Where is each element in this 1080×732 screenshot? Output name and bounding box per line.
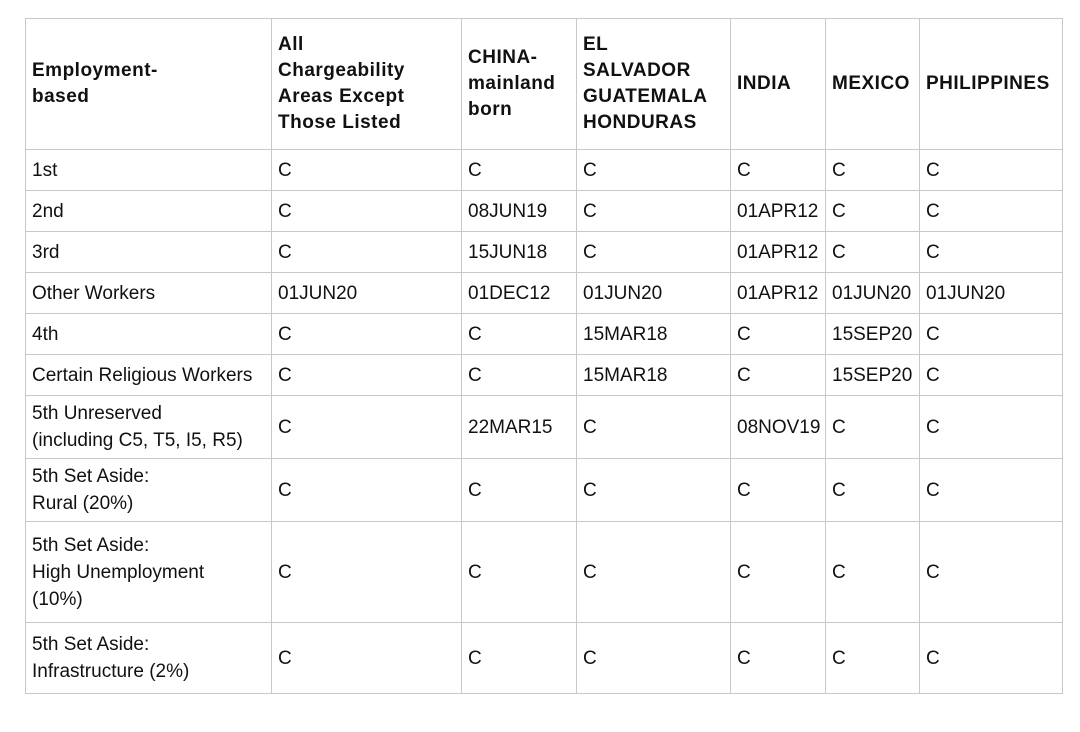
header-el-salvador-guatemala-honduras: EL SALVADOR GUATEMALA HONDURAS: [577, 19, 731, 150]
cell-category: [26, 623, 272, 694]
header-all-chargeability: All Chargeability Areas Except Those Listed: [272, 19, 462, 150]
cell-text: 01JUN20: [832, 282, 912, 304]
cell-text: C: [468, 159, 482, 181]
cell-text: C: [832, 561, 846, 583]
cell-text: Certain Religious Workers: [32, 364, 253, 386]
cell-category: [26, 522, 272, 623]
cell-text: C: [737, 479, 751, 501]
header-row: [26, 19, 1063, 150]
cell-text: 01APR12: [737, 200, 819, 222]
cell-text: C: [832, 200, 846, 222]
cell-text: 01JUN20: [583, 282, 663, 304]
header-india: INDIA: [731, 19, 826, 150]
cell-text: 01APR12: [737, 241, 819, 263]
cell-text: 4th: [32, 323, 59, 345]
cell-mexico: [826, 459, 920, 522]
cell-text: C: [278, 479, 292, 501]
cell-philippines: [920, 396, 1063, 459]
cell-all-chargeability: [272, 273, 462, 314]
table-row: [26, 273, 1063, 314]
cell-text: 22MAR15: [468, 416, 553, 438]
cell-india: [731, 396, 826, 459]
cell-text: C: [926, 561, 940, 583]
cell-text: C: [737, 159, 751, 181]
cell-text: C: [468, 364, 482, 386]
cell-all-chargeability: [272, 355, 462, 396]
cell-el-salvador-guatemala-honduras: [577, 355, 731, 396]
cell-china: [462, 273, 577, 314]
cell-philippines: [920, 522, 1063, 623]
cell-china: [462, 314, 577, 355]
cell-mexico: [826, 396, 920, 459]
cell-text: C: [832, 159, 846, 181]
cell-text: C: [926, 364, 940, 386]
cell-text: C: [737, 647, 751, 669]
cell-text: C: [832, 479, 846, 501]
cell-text: C: [278, 561, 292, 583]
cell-mexico: [826, 273, 920, 314]
cell-mexico: [826, 355, 920, 396]
cell-india: [731, 314, 826, 355]
table-row: [26, 191, 1063, 232]
cell-text: C: [468, 479, 482, 501]
table-row: [26, 150, 1063, 191]
cell-china: [462, 623, 577, 694]
cell-text: C: [278, 416, 292, 438]
cell-text: C: [926, 323, 940, 345]
table-row: [26, 355, 1063, 396]
cell-all-chargeability: [272, 150, 462, 191]
cell-text: C: [278, 323, 292, 345]
cell-category: [26, 314, 272, 355]
cell-text: 5th Unreserved (including C5, T5, I5, R5): [32, 403, 243, 451]
cell-philippines: [920, 623, 1063, 694]
cell-text: C: [737, 561, 751, 583]
cell-text: C: [583, 416, 597, 438]
cell-text: C: [278, 159, 292, 181]
cell-text: C: [737, 364, 751, 386]
cell-mexico: [826, 522, 920, 623]
cell-text: C: [583, 479, 597, 501]
cell-text: C: [737, 323, 751, 345]
cell-text: 5th Set Aside: Rural (20%): [32, 466, 150, 514]
cell-text: C: [926, 479, 940, 501]
cell-text: 01APR12: [737, 282, 819, 304]
cell-el-salvador-guatemala-honduras: [577, 522, 731, 623]
cell-text: 01DEC12: [468, 282, 551, 304]
cell-india: [731, 232, 826, 273]
cell-all-chargeability: [272, 459, 462, 522]
cell-category: [26, 273, 272, 314]
cell-el-salvador-guatemala-honduras: [577, 396, 731, 459]
cell-category: [26, 191, 272, 232]
cell-india: [731, 355, 826, 396]
cell-india: [731, 522, 826, 623]
cell-text: C: [832, 647, 846, 669]
cell-category: [26, 355, 272, 396]
cell-india: [731, 191, 826, 232]
cell-philippines: [920, 273, 1063, 314]
cell-category: [26, 150, 272, 191]
cell-el-salvador-guatemala-honduras: [577, 232, 731, 273]
cell-text: C: [278, 647, 292, 669]
cell-text: C: [926, 200, 940, 222]
cell-mexico: [826, 191, 920, 232]
cell-text: C: [832, 416, 846, 438]
header-philippines: PHILIPPINES: [920, 19, 1063, 150]
cell-china: [462, 396, 577, 459]
cell-philippines: [920, 459, 1063, 522]
visa-bulletin-table: [25, 18, 1063, 694]
cell-text: 15MAR18: [583, 364, 668, 386]
cell-india: [731, 459, 826, 522]
cell-mexico: [826, 623, 920, 694]
cell-el-salvador-guatemala-honduras: [577, 150, 731, 191]
cell-el-salvador-guatemala-honduras: [577, 459, 731, 522]
cell-all-chargeability: [272, 623, 462, 694]
cell-all-chargeability: [272, 522, 462, 623]
cell-all-chargeability: [272, 314, 462, 355]
cell-china: [462, 355, 577, 396]
cell-china: [462, 459, 577, 522]
table-row: [26, 522, 1063, 623]
cell-text: C: [832, 241, 846, 263]
cell-text: 15JUN18: [468, 241, 548, 263]
cell-text: C: [583, 241, 597, 263]
cell-text: 15MAR18: [583, 323, 668, 345]
cell-china: [462, 232, 577, 273]
cell-india: [731, 273, 826, 314]
cell-text: 15SEP20: [832, 323, 913, 345]
cell-text: 08JUN19: [468, 200, 548, 222]
cell-text: 1st: [32, 159, 58, 181]
cell-text: C: [926, 159, 940, 181]
table-row: [26, 314, 1063, 355]
cell-text: C: [468, 647, 482, 669]
cell-text: 01JUN20: [278, 282, 358, 304]
cell-el-salvador-guatemala-honduras: [577, 191, 731, 232]
cell-all-chargeability: [272, 191, 462, 232]
cell-text: 01JUN20: [926, 282, 1006, 304]
cell-text: C: [468, 323, 482, 345]
cell-text: C: [926, 647, 940, 669]
cell-text: C: [926, 241, 940, 263]
cell-text: 3rd: [32, 241, 60, 263]
cell-mexico: [826, 150, 920, 191]
cell-china: [462, 150, 577, 191]
cell-philippines: [920, 150, 1063, 191]
cell-text: Other Workers: [32, 282, 156, 304]
cell-text: C: [583, 200, 597, 222]
cell-text: 5th Set Aside: High Unemployment (10%): [32, 534, 205, 610]
cell-china: [462, 191, 577, 232]
cell-all-chargeability: [272, 232, 462, 273]
cell-philippines: [920, 232, 1063, 273]
table-row: [26, 232, 1063, 273]
cell-text: C: [278, 200, 292, 222]
cell-india: [731, 150, 826, 191]
cell-text: 2nd: [32, 200, 64, 222]
header-mexico: MEXICO: [826, 19, 920, 150]
cell-text: C: [583, 647, 597, 669]
cell-mexico: [826, 232, 920, 273]
cell-philippines: [920, 314, 1063, 355]
cell-all-chargeability: [272, 396, 462, 459]
table-body: [26, 150, 1063, 694]
header-employment-based: Employment- based: [26, 19, 272, 150]
cell-text: 5th Set Aside: Infrastructure (2%): [32, 634, 190, 682]
cell-text: C: [278, 364, 292, 386]
cell-el-salvador-guatemala-honduras: [577, 314, 731, 355]
cell-philippines: [920, 191, 1063, 232]
cell-category: [26, 459, 272, 522]
cell-category: [26, 396, 272, 459]
cell-el-salvador-guatemala-honduras: [577, 623, 731, 694]
cell-text: C: [278, 241, 292, 263]
cell-text: C: [926, 416, 940, 438]
cell-mexico: [826, 314, 920, 355]
table-row: [26, 396, 1063, 459]
header-china: CHINA- mainland born: [462, 19, 577, 150]
cell-text: 15SEP20: [832, 364, 913, 386]
cell-india: [731, 623, 826, 694]
cell-china: [462, 522, 577, 623]
table-row: [26, 459, 1063, 522]
cell-text: C: [583, 561, 597, 583]
cell-text: C: [583, 159, 597, 181]
cell-text: 08NOV19: [737, 416, 821, 438]
cell-el-salvador-guatemala-honduras: [577, 273, 731, 314]
table-row: [26, 623, 1063, 694]
cell-philippines: [920, 355, 1063, 396]
cell-category: [26, 232, 272, 273]
cell-text: C: [468, 561, 482, 583]
